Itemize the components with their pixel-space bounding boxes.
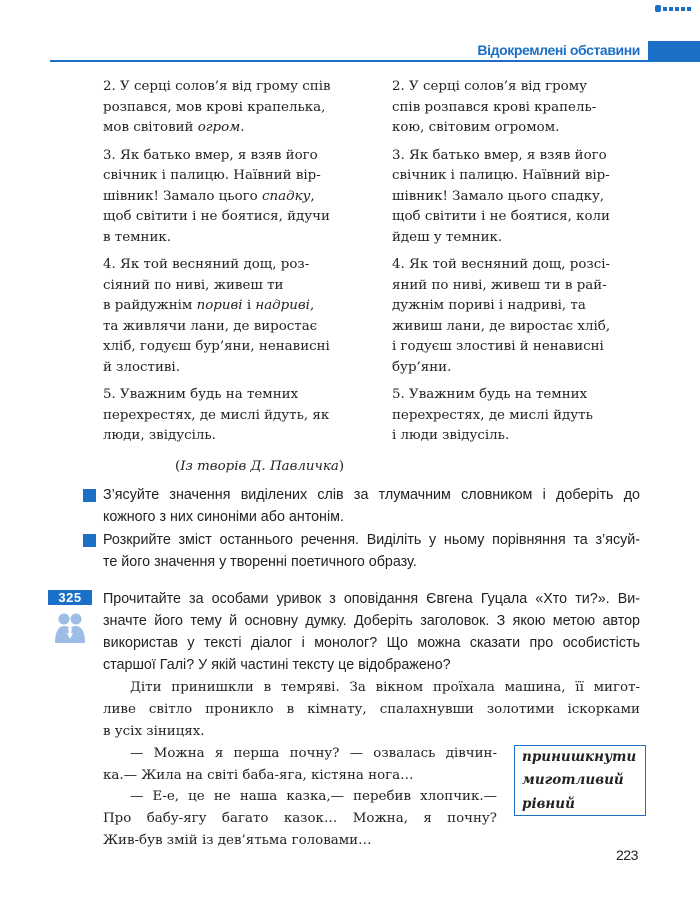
poem-variant-column (392, 77, 667, 447)
stanza (392, 146, 667, 249)
task-line: те його значення у творенні поетичного образу. (103, 554, 417, 570)
poem-line: та живлячи лани, де виростає (103, 318, 318, 334)
passage-line: Діти принишкли в темряві. За вікном проїхала машина, її мигот- (130, 680, 640, 695)
poem-line: бур’яни. (392, 359, 452, 375)
poem-line: і люди звідусіль. (392, 428, 510, 443)
passage-line: в усіх зіницях. (103, 723, 205, 739)
poem-line: 3. Як батько вмер, я взяв його (392, 147, 607, 163)
poem-line: 5. Уважним будь на темних (103, 387, 299, 402)
bullet-square-icon (83, 489, 96, 502)
exercise-line: використав у тексті діалог і монолог? Що можна сказати про особистість (103, 635, 640, 651)
poem-line: 4. Як той весняний дощ, роз- (103, 257, 310, 272)
poem-line: люди, звідусіль. (103, 428, 216, 443)
poem-line: розпався, мов крові крапелька, (103, 99, 326, 115)
poem-line (103, 187, 373, 208)
poem-line (103, 118, 373, 139)
page-number: 223 (616, 847, 638, 863)
poem-citation (175, 456, 344, 477)
vocabulary-word: принишкнути (522, 749, 637, 765)
poem-line: 4. Як той весняний дощ, розсі- (392, 257, 611, 272)
poem-line: яний по ниві, живеш ти в рай- (392, 277, 607, 293)
poem-line: дужнім пориві і надриві, та (392, 298, 586, 313)
poem-line: 2. У серці солов’я від грому (392, 79, 588, 94)
publisher-logo (655, 4, 691, 13)
citation-paren: ( (175, 459, 181, 474)
vocabulary-word: рівний (522, 795, 575, 812)
passage-line: Про бабу-ягу багато казок… Можна, я почну? (103, 811, 497, 827)
poem-line: свічник і палицю. Наївний вір- (103, 168, 321, 183)
stanza (392, 77, 667, 139)
passage-line: — Е-е, це не наша казка,— перебив хлопчик.— (130, 789, 497, 805)
poem-line: хліб, годуєш бур’яни, ненависні (103, 339, 330, 354)
poem-line: і годуєш злостиві й ненависні (392, 339, 604, 354)
highlighted-word: спадку (261, 188, 311, 204)
poem-line: перехрестях, де мислі йдуть (392, 407, 593, 423)
poem-line (103, 296, 373, 317)
citation-text: Із творів Д. Павличка (180, 459, 339, 474)
citation-paren: ) (338, 459, 345, 474)
stanza (103, 146, 373, 249)
poem-line: сіяний по ниві, живеш ти (103, 277, 284, 293)
text-segment: , (309, 298, 315, 313)
poem-line: 3. Як батько вмер, я взяв його (103, 147, 318, 163)
passage-line: — Можна я перша почну? — озвалась дівчин- (130, 745, 497, 761)
bullet-task (103, 529, 640, 573)
header-accent-block (648, 41, 700, 60)
task-line: Розкрийте зміст останнього речення. Виділіть у ньому порівняння та з’ясуй- (103, 532, 640, 548)
poem-line: йдеш у темник. (392, 229, 503, 245)
pair-work-icon (53, 611, 87, 643)
poem-line: щоб світити і не боятися, коли (392, 209, 610, 224)
poem-line: кою, світовим огромом. (392, 120, 560, 135)
poem-line: свічник і палицю. Наївний вір- (392, 168, 610, 183)
bullet-square-icon (83, 534, 96, 547)
text-segment: , (310, 188, 315, 204)
exercise-instructions (103, 588, 640, 676)
poem-line: живиш лани, де виростає хліб, (392, 318, 611, 334)
exercise-line: значте його тему й основну думку. Доберіть заголовок. З якою метою автор (103, 613, 640, 629)
highlighted-word: пориві (196, 298, 243, 313)
text-segment: . (240, 120, 245, 135)
text-segment: і (242, 298, 256, 313)
poem-line: в темник. (103, 229, 172, 245)
highlighted-word: надриві (255, 298, 310, 313)
stanza (103, 77, 373, 139)
highlighted-word: огром (197, 120, 241, 135)
bullet-task-list (103, 484, 640, 573)
stanza (392, 255, 667, 378)
text-segment: шівник! Замало цього (103, 188, 262, 204)
passage-line: ливе світло проникло в кімнату, спалахнувши золотими іскорками (103, 701, 640, 717)
passage-line: Жив-був змій із дев’ятьма головами… (103, 833, 372, 849)
vocabulary-box (514, 745, 646, 816)
section-title: Відокремлені обставини (477, 42, 640, 58)
poem-line: шівник! Замало цього спадку, (392, 188, 605, 204)
poem-line: перехрестях, де мислі йдуть, як (103, 407, 330, 423)
poem-line: спів розпався крові крапель- (392, 99, 597, 115)
poem-line: 5. Уважним будь на темних (392, 387, 588, 402)
poem-line: 2. У серці солов’я від грому спів (103, 79, 331, 94)
vocabulary-word: миготливий (522, 772, 624, 789)
exercise-line: Прочитайте за особами уривок з оповідання Євгена Гуцала «Хто ти?». Ви- (103, 591, 640, 607)
poem-line: й злостиві. (103, 359, 180, 375)
exercise-line: старшої Галі? У якій частині тексту це відображено? (103, 657, 451, 673)
poem-line: щоб світити і не боятися, йдучи (103, 209, 330, 224)
header-rule (50, 60, 700, 62)
exercise-number-badge: 325 (48, 590, 92, 605)
text-segment: мов світовий (103, 120, 198, 135)
stanza (392, 385, 667, 447)
stanza (103, 385, 373, 447)
poem-original-column (103, 77, 373, 447)
text-segment: в райдужнім (103, 298, 197, 313)
passage-line: ка.— Жила на світі баба-яга, кістяна нога… (103, 767, 414, 783)
stanza (103, 255, 373, 378)
bullet-task (103, 484, 640, 528)
task-line: кожного з них синоніми або антонім. (103, 509, 344, 525)
task-line: З’ясуйте значення виділених слів за тлумачним словником і доберіть до (103, 487, 640, 503)
